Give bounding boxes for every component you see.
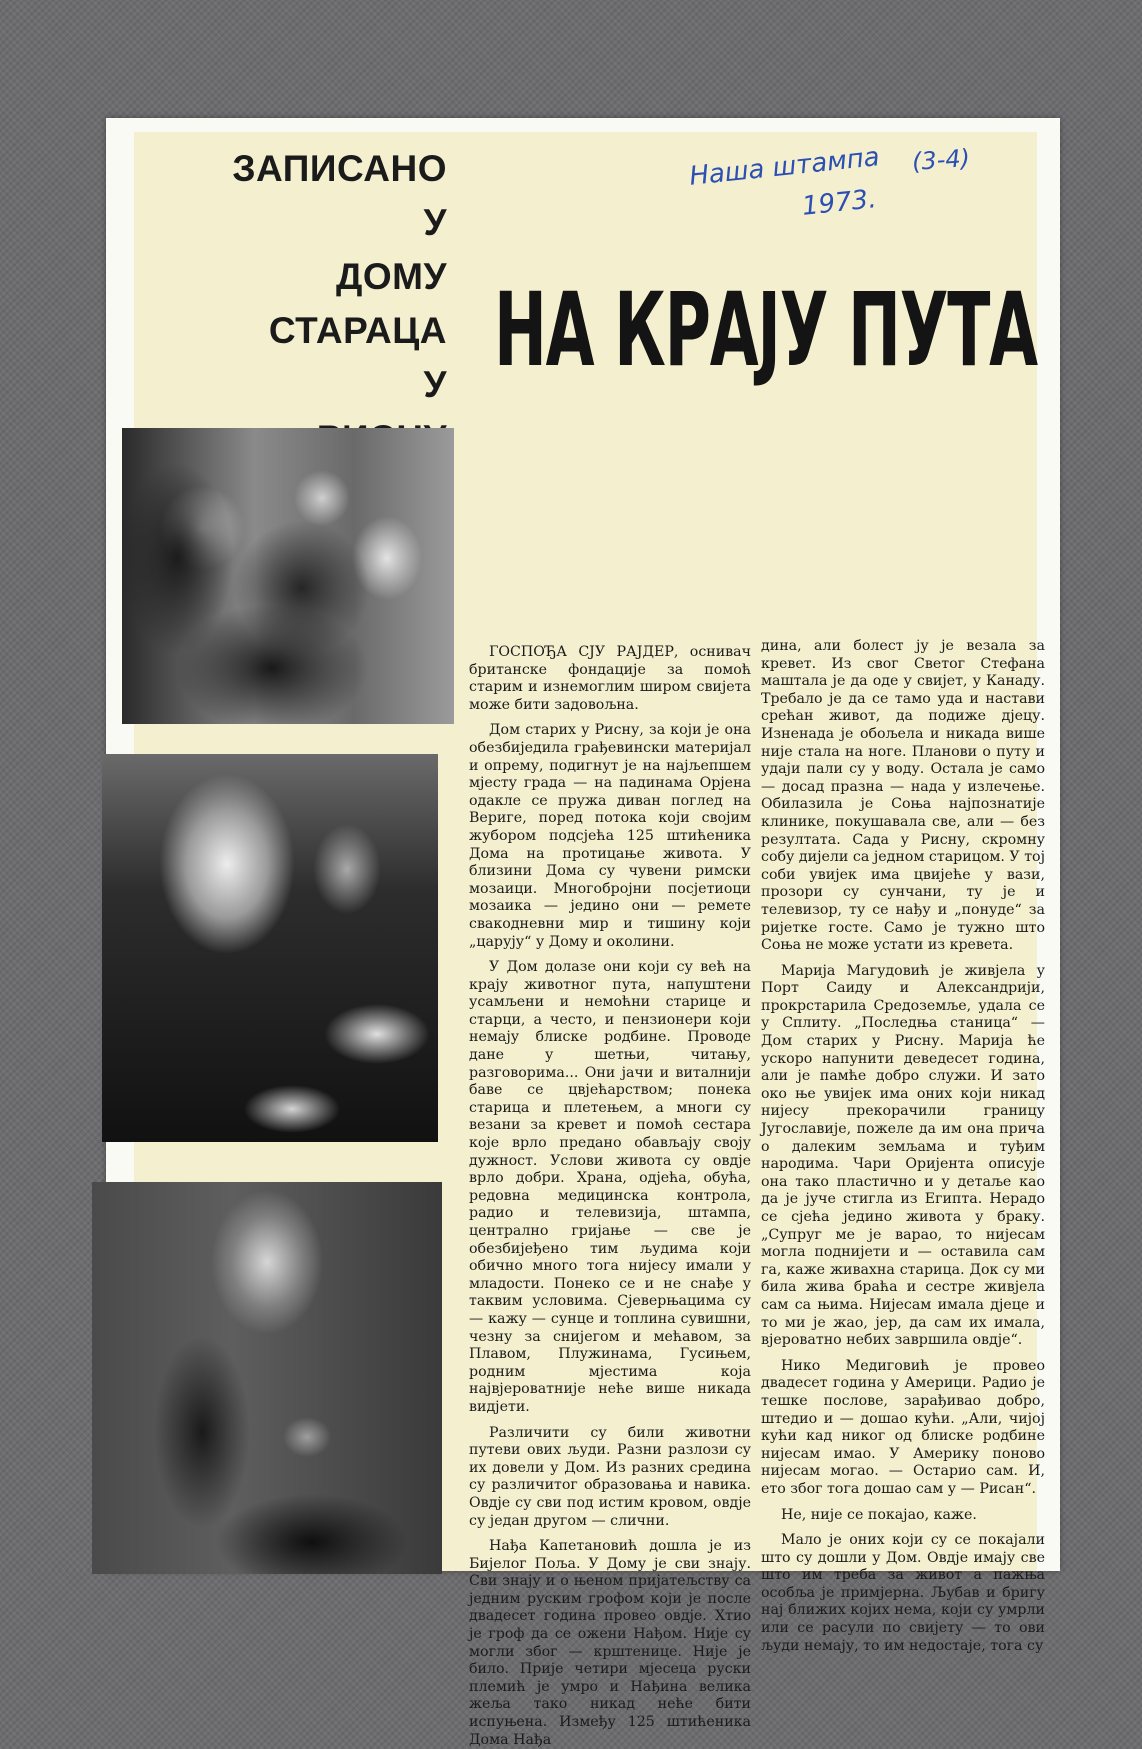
headline: НА КРАЈУ ПУТА — [494, 271, 1037, 390]
kicker-line: СТАРАЦА — [268, 310, 447, 351]
photo-residents-at-table — [122, 428, 454, 724]
handwritten-source: Наша штампа — [687, 142, 881, 192]
photo-man-with-glasses — [92, 1182, 442, 1574]
kicker-line: У — [423, 364, 447, 405]
article-paragraph: Мало је оних који су се покајали што су дошли у Дом. Овдје имају све што им треба за живот а пажња особља је примјерна. Љубав и бригу нај ближих којих нема, који су умрли или се расули по свијету — то ови људи немају, то им недостаје, тога су — [761, 1532, 1045, 1654]
kicker-line: ДОМУ — [336, 256, 447, 297]
article-column-2 — [761, 638, 1045, 1654]
article-paragraph: Различити су били животни путеви ових људи. Разни разлози су их довели у Дом. Из разних средина су различитог образовања и навика. Овдје су сви под истим кровом, овдје су један другом — слични. — [469, 1424, 751, 1529]
handwritten-year: 1973. — [800, 184, 878, 222]
article-paragraph: Марија Магудовић је живјела у Порт Саиду и Александрији, прокрстарила Средоземље, удала се у Сплиту. „Последња станица“ — Дом старих у Рисну. Марија ће ускоро напунити деведесет година, али је памће добро служи. И зато око ње увијек има оних који никад нијесу прекорачили границу Југославије, пожеле да им она прича о далеким земљама и туђим народима. Чари Оријента описује она тако пластично и у детаље као да је јуче стигла из Египта. Нерадо се сјећа једино живота у браку. „Супруг ме је варао, то нијесам могла поднијети и — оставила сам га, каже живахна старица. Док су ми била жива браћа и сестре живјела сам са њима. Нијесам имала дјеце и то ми је жао, јер, да сам их имала, вјероватно небих завршила овдје“. — [761, 962, 1045, 1349]
article-paragraph: дина, али болест ју је везала за кревет. Из свог Светог Стефана маштала је да оде у свијет, у Канаду. Требало је да се тамо уда и настави срећан живот, да подиже дјецу. Изненада је обољела и никада више није стала на ноге. Планови о путу и удаји пали су у воду. Остала је само — досад празна — нада у излечење. Обилазила је Соња најпознатије клинике, покушавала све, али — без резултата. Сада у Рисну, скромну собу дијели са једном старицом. У тој соби увијек има цвијеће у вази, прозори су сунчани, ту је и телевизор, ту се нађу и „понуде“ за ријетке госте. Само је тужно што Соња не може устати из кревета. — [761, 638, 1045, 954]
photo-old-man-portrait — [102, 754, 438, 1142]
article-paragraph: Дом старих у Рисну, за који је она обезбиједила грађевински материјал и опрему, подигнут је на најљепшем мјесту града — на падинама Орјена одакле се пружа диван поглед на Вериге, поред потока који својим жубором подсјећа 125 штићеника Дома на протицање живота. У близини Дома су чувени римски мозаици. Многобројни посјетиоци мозаика — једино они — ремете свакодневни мир и тишину који „царују“ у Дому и околини. — [469, 722, 751, 950]
paper-sheet — [106, 118, 1060, 1748]
kicker-heading — [232, 142, 447, 466]
kicker-line: ЗАПИСАНО — [232, 148, 447, 189]
kicker-line: У — [423, 202, 447, 243]
article-paragraph: Не, није се покајао, каже. — [781, 1506, 977, 1523]
handwritten-page-ref: (3-4) — [911, 144, 971, 176]
article-paragraph: ГОСПОЂА СЈУ РАЈДЕР, оснивач британске фондације за помоћ старим и изнемоглим широм свијета може бити задовољна. — [469, 644, 751, 713]
newspaper-clipping — [134, 132, 1045, 1748]
article-paragraph: У Дом долазе они који су већ на крају животног пута, напуштени усамљени и немоћни старице и старци, а често, и пензионери који немају блиске родбине. Проводе дане у шетњи, читању, разговорима... Они јачи и виталнији баве се цвјећарством; понека старица и плетењем, а многи су везани за кревет и помоћ сестара које врло предано обављају своју дужност. Услови живота су овдје врло добри. Храна, одјећа, обућа, редовна медицинска контрола, радио и телевизија, штампа, централно гријање — све је обезбијеђено тим људима који обично много тога нијесу имали у младости. Понеко се и не снађе у таквим условима. Сјеверњацима су — кажу — сунце и топлина сувишни, чезну за снијегом и мећавом, за Плавом, Плужинама, Гусињем, родним мјестима која највјероватније неће више никада видјети. — [469, 959, 751, 1415]
article-column-1 — [469, 644, 751, 1748]
article-paragraph: Нико Медиговић је провео двадесет година у Америци. Радио је тешке послове, зарађивао добро, штедио и — дошао кући. „Али, чијој кући кад никог од блиске родбине нијесам имао. У Америку поново нијесам могао. — Остарио сам. И, ето због тога дошао сам у — Рисан“. — [761, 1357, 1045, 1497]
article-paragraph: Нађа Капетановић дошла је из Бијелог Поља. У Дому је сви знају. Сви знају и о њеном пријатељству са једним руским грофом који је после двадесет година провео овдје. Хтио је гроф да се ожени Нађом. Није су могли због — крштенице. Није је било. Прије четири мјесеца руски племић је умро и Нађина велика жеља тако никад неће бити испуњена. Између 125 штићеника Дома Нађа — [469, 1538, 751, 1748]
